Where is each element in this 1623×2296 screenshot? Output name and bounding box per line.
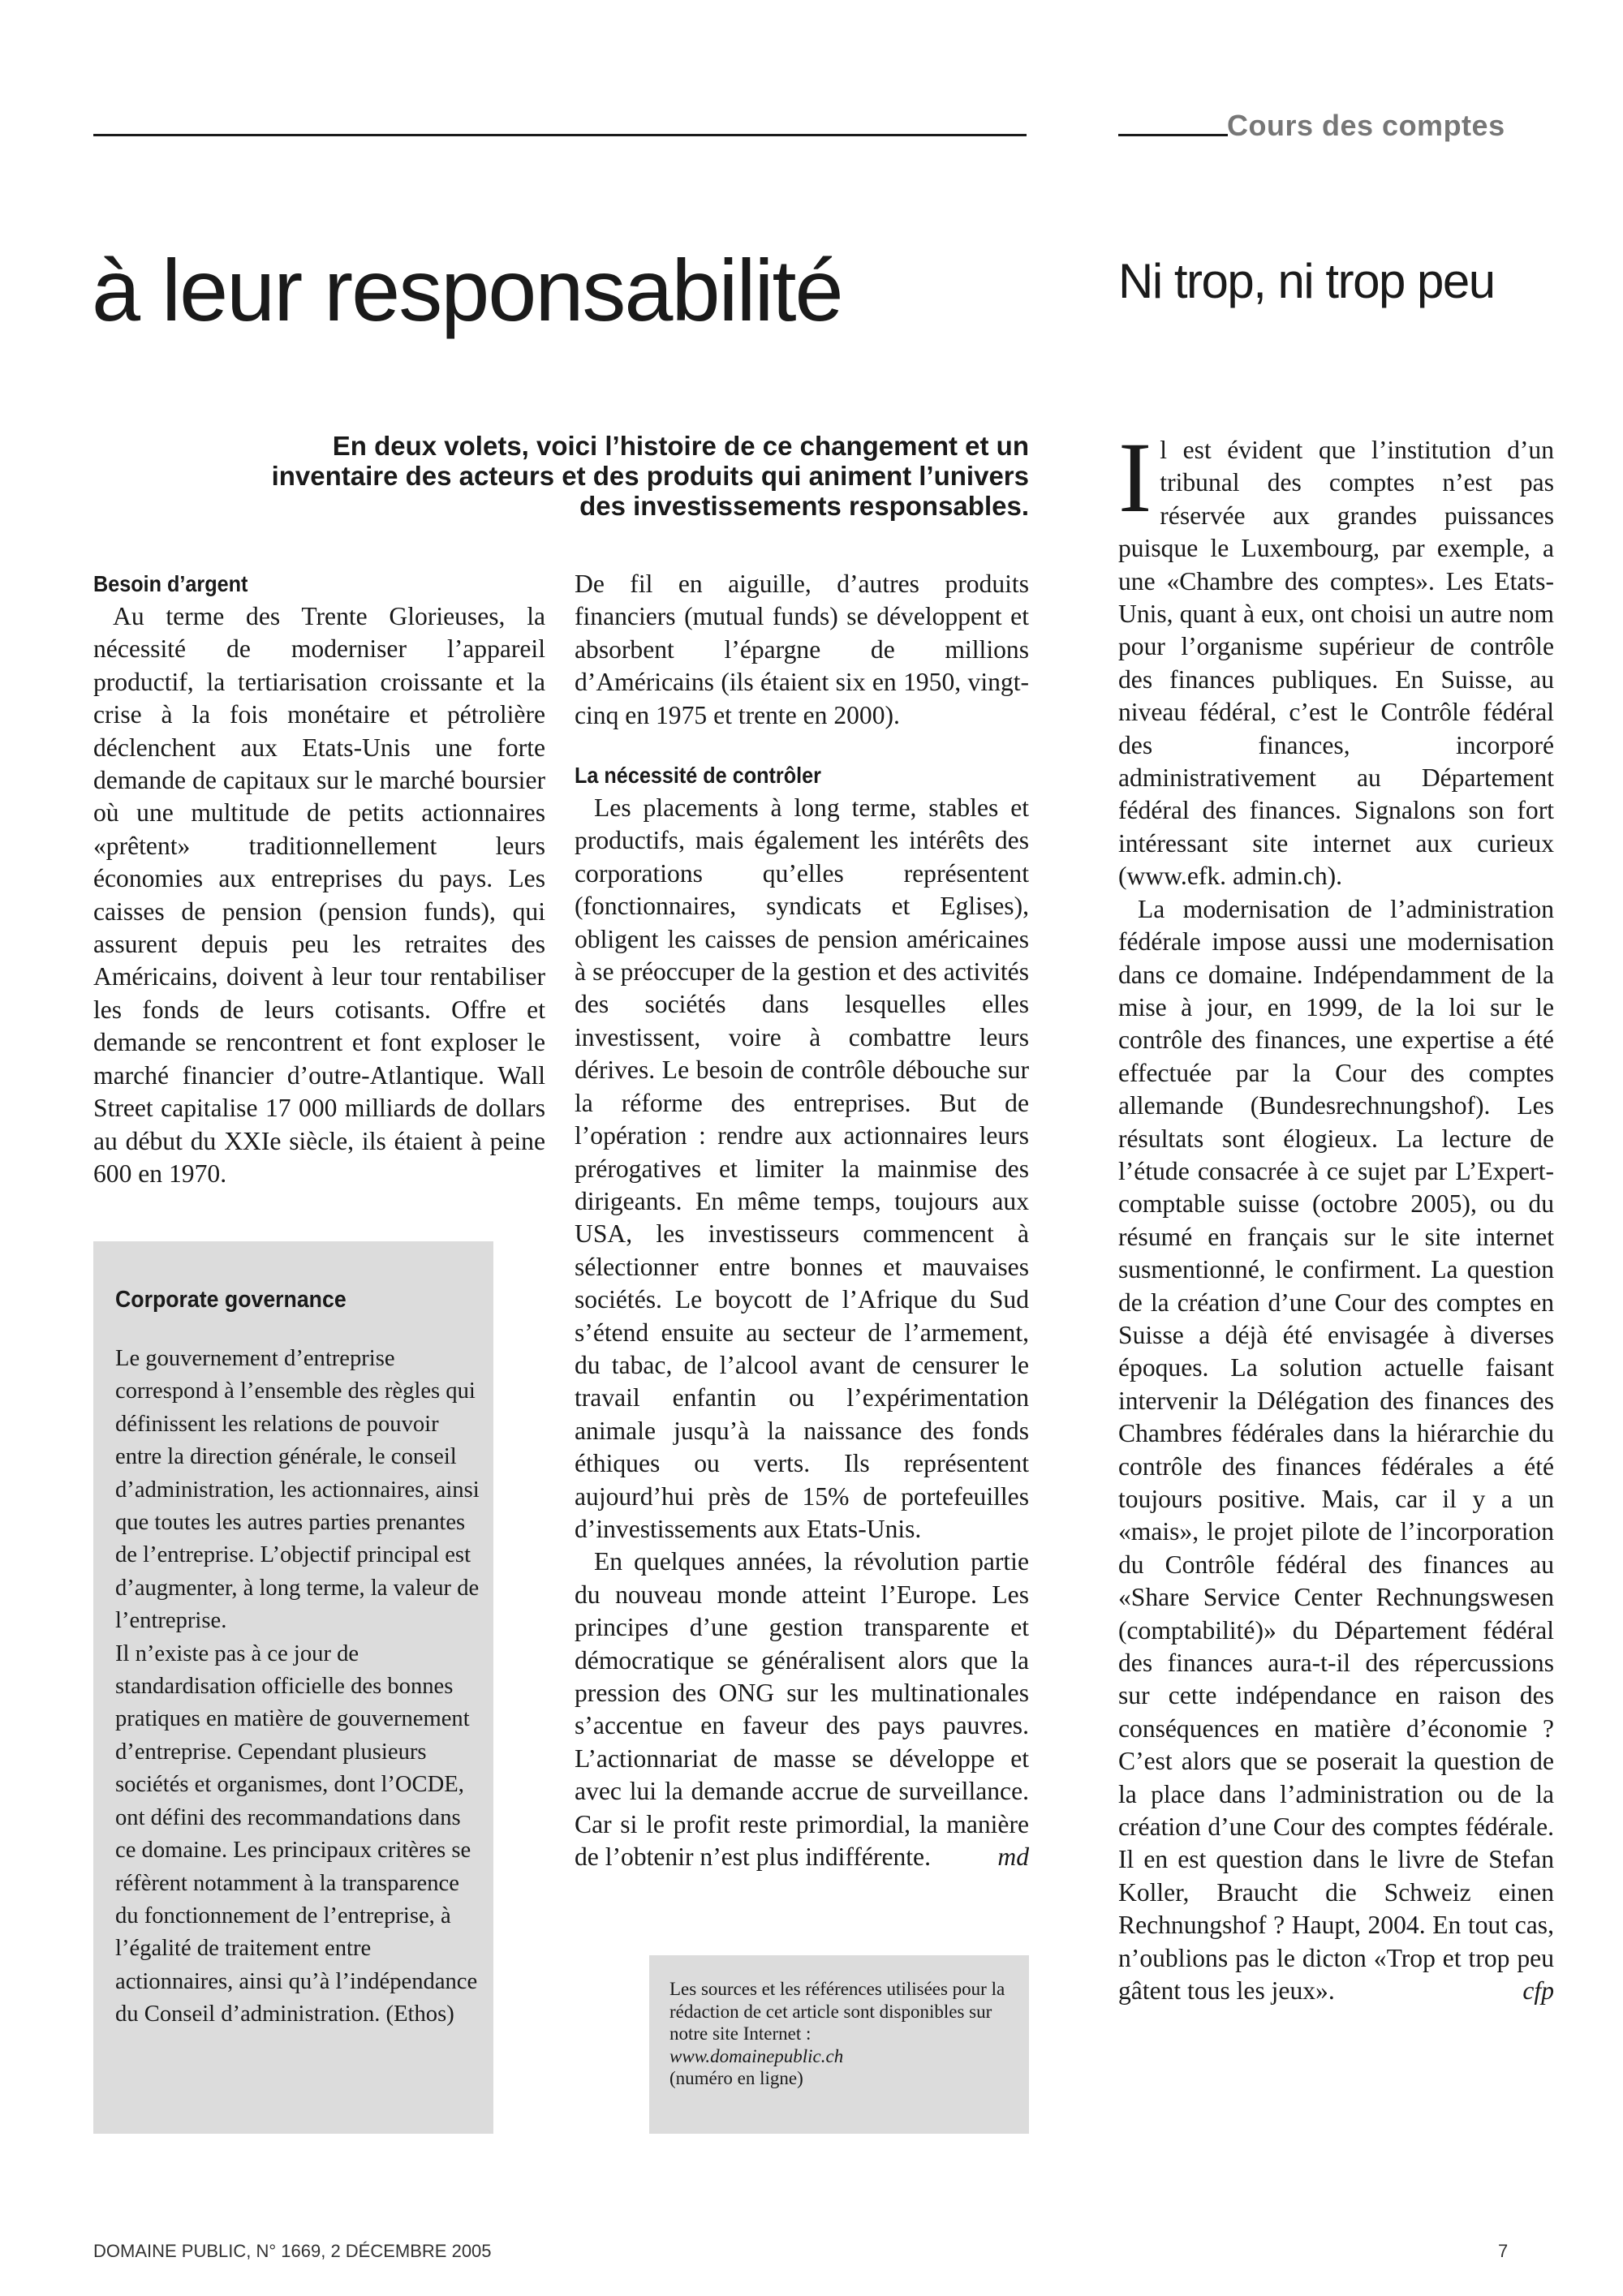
footer-page-number: 7 — [1498, 2241, 1509, 2261]
paragraph-modernisation — [1118, 893, 1554, 2008]
box-paragraph-2: Il n’existe pas à ce jour de standardisation officielle des bonnes pratiques en matière de gouvernement d’entreprise. Cependant plusieurs sociétés et organismes, dont l’OCDE, ont défini des recommandations dans ce domaine. Les principaux critères se réfèrent notamment à la transparence du fonctionnement de l’entreprise, à l’égalité de traitement entre actionnaires, ainsi qu’à l’indépendance du Conseil d’administration. (Ethos) — [115, 1640, 478, 2027]
paragraph-mutual-funds: De fil en aiguille, d’autres produits financiers (mutual funds) se développent et absorbent l’épargne de millions d’Américains (ils étaient six en 1950, vingt-cinq en 1975 et trente en 2000). — [575, 570, 1029, 729]
subheading-besoin: Besoin d’argent — [93, 571, 248, 596]
left-column-1 — [93, 568, 545, 1190]
lead-paragraph: En deux volets, voici l’histoire de ce changement et un inventaire des acteurs et des produits qui animent l’univers des investissements responsables. — [271, 431, 1029, 521]
note-online-issue: (numéro en ligne) — [669, 2068, 803, 2088]
paragraph-besoin: Au terme des Trente Glorieuses, la nécessité de moderniser l’appareil productif, la tertiarisation croissante et la crise à la fois monétaire et pétrolière déclenchent aux Etats-Unis une forte demande de capitaux sur le marché boursier où une multitude de petits actionnaires «prêtent» traditionnellement leurs économies aux entreprises du pays. Les caisses de pension (pension funds), qui assurent depuis peu les retraites des Américains, doivent à leur tour rentabiliser les fonds de leurs cotisants. Offre et demande se rencontrent et font exploser le marché financier d’outre-Atlantique. Wall Street capitalise 17 000 milliards de dollars au début du XXIe siècle, ils étaient à peine 600 en 1970. — [93, 602, 545, 1188]
paragraph-tribunal-text: l est évident que l’institution d’un tribunal des comptes n’est pas réservée aux grandes puissances puisque le Luxembourg, par exemple, a une «Chambre des comptes». Les Etats-Unis, quant à eux, ont choisi un autre nom pour l’organisme supérieur de contrôle des finances publiques. En Suisse, au niveau fédéral, c’est le Contrôle fédéral des finances, incorporé administrativement au Département fédéral des finances. Signalons son fort intéressant site internet aux curieux (www.efk. admin.ch). — [1118, 436, 1554, 891]
note-url-link[interactable]: www.domainepublic.ch — [669, 2045, 844, 2066]
box-paragraph-1: Le gouvernement d’entreprise correspond à l’ensemble des règles qui définissent les relations de pouvoir entre la direction générale, le conseil d’administration, les actionnaires, ainsi que toutes les autres parties prenantes de l’entreprise. L’objectif principal est d’augmenter, à long terme, la valeur de l’entreprise. — [115, 1346, 480, 1634]
paragraph-tribunal — [1118, 422, 1554, 893]
top-rule-left — [93, 134, 1027, 136]
paragraph-controle: Les placements à long terme, stables et productifs, mais également les intérêts des corporations qu’elles représentent (fonctionnaires, syndicats et Eglises), obligent les caisses de pension américaines à se préoccuper de la gestion et des activités des sociétés dans lesquelles elles investissent, voire à combattre leurs dérives. Le besoin de contrôle débouche sur la réforme des entreprises. But de l’opération : rendre aux actionnaires leurs prérogatives et limiter la mainmise des dirigeants. En même temps, toujours aux USA, les investisseurs commencent à sélectionner entre bonnes et mauvaises sociétés. Le boycott de l’Afrique du Sud s’étend ensuite au secteur de l’armement, du tabac, de l’alcool avant de censurer le travail enfantin ou l’expérimentation animale jusqu’à la naissance des fonds éthiques ou verts. Ils représentent aujourd’hui près de 15% de portefeuilles d’investissements aux Etats-Unis. — [575, 793, 1029, 1543]
footer-publication: DOMAINE PUBLIC, N° 1669, 2 DÉCEMBRE 2005 — [93, 2241, 492, 2261]
corporate-governance-box — [93, 1241, 493, 2134]
signature-cfp: cfp — [1522, 1976, 1554, 2006]
section-label: Cours des comptes — [1227, 109, 1505, 142]
paragraph-europe — [575, 1546, 1029, 1873]
note-text: Les sources et les références utilisées pour la rédaction de cet article sont disponibles sur notre site Internet : — [669, 1979, 1005, 2044]
subheading-controler: La nécessité de contrôler — [575, 763, 821, 789]
paragraph-europe-text: En quelques années, la révolution partie du nouveau monde atteint l’Europe. Les principes d’une gestion transparente et démocratique se généralisent alors que la pression des ONG sur les multinationales s’accentue en faveur des pays pauvres. L’actionnariat de masse se développe et avec lui la demande accrue de surveillance. Car si le profit reste primordial, la manière de l’obtenir n’est plus indifférente. — [575, 1547, 1029, 1872]
right-headline: Ni trop, ni trop peu — [1118, 254, 1495, 308]
top-rule-right — [1118, 134, 1228, 136]
signature-md: md — [997, 1842, 1029, 1872]
sources-note-box — [649, 1955, 1029, 2134]
right-column — [1118, 422, 1554, 2008]
left-column-2 — [575, 568, 1029, 1873]
box-title: Corporate governance — [115, 1287, 347, 1313]
paragraph-modernisation-text: La modernisation de l’administration fédérale impose aussi une modernisation dans ce domaine. Indépendamment de la mise à jour, en 1999, de la loi sur le contrôle des finances, une expertise a été effectuée par la Cour des comptes allemande (Bundesrechnungshof). Les résultats sont élogieux. La lecture de l’étude consacrée à ce sujet par L’Expert-comptable suisse (octobre 2005), ou du résumé en français sur le site internet susmentionné, le confirment. La question de la création d’une Cour des comptes en Suisse a déjà été envisagée à diverses époques. La solution actuelle faisant intervenir la Délégation des finances des Chambres fédérales dans la hiérarchie du contrôle des finances fédérales a été toujours positive. Mais, car il y a un «mais», le projet pilote de l’incorporation du Contrôle fédéral des finances au «Share Service Center Rechnungswesen (comptabilité)» du Département fédéral des finances aura-t-il des répercussions sur cette indépendance en raison des conséquences en matière d’économie ? C’est alors que se poserait la question de la place dans l’administration ou de la création d’une Cour des comptes fédérale. Il en est question dans le livre de Stefan Koller, Braucht die Schweiz einen Rechnungshof ? Haupt, 2004. En tout cas, n’oublions pas le dicton «Trop et trop peu gâtent tous les jeux». — [1118, 894, 1554, 2006]
left-headline: à leur responsabilité — [92, 241, 842, 339]
dropcap-letter: I — [1118, 422, 1152, 533]
